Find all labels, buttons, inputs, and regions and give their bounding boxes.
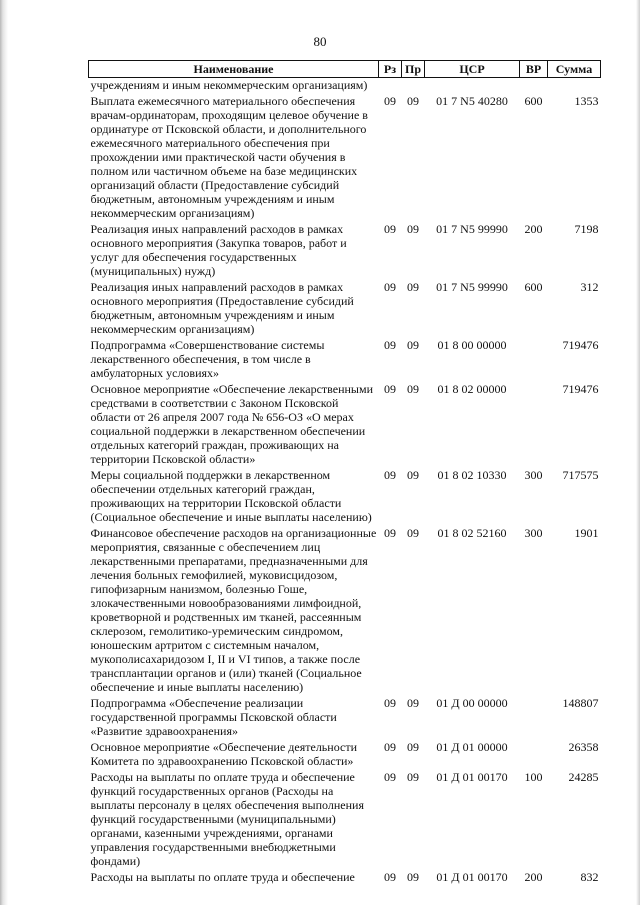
column-header-csr: ЦСР (425, 61, 520, 78)
row-csr: 01 8 02 00000 (437, 382, 507, 396)
table-row (89, 696, 601, 740)
row-csr: 01 Д 00 00000 (436, 696, 508, 710)
row-vr (520, 740, 548, 770)
row-csr: 01 7 N5 40280 (436, 94, 508, 108)
table-row (89, 222, 601, 280)
row-vr (520, 696, 548, 740)
row-name: Подпрограмма «Совершенствование системы лекарственного обеспечения, в том числе в амбулаторных условиях» (90, 338, 325, 380)
column-header-pr: Пр (402, 61, 425, 78)
row-rz: 09 (384, 870, 396, 884)
row-pr: 09 (407, 770, 419, 784)
row-name: Основное мероприятие «Обеспечение деятельности Комитета по здравоохранению Псковской области» (90, 740, 357, 768)
row-name: Реализация иных направлений расходов в рамках основного мероприятия (Закупка товаров, работ и услуг для обеспечения государственных (муниципальных) нужд) (90, 222, 347, 278)
row-sum: 719476 (562, 338, 599, 352)
row-csr: 01 8 00 00000 (437, 338, 507, 352)
row-vr: 600 (524, 94, 543, 108)
row-rz: 09 (384, 468, 396, 482)
table-header-row (89, 61, 601, 78)
row-pr: 09 (407, 382, 419, 396)
row-rz: 09 (384, 94, 396, 108)
row-name: учреждениям и иным некоммерческим организациям) (90, 78, 368, 92)
row-name: Основное мероприятие «Обеспечение лекарственными средствами в соответствии с Законом Псковской области от 26 апреля 2007 года № 656-ОЗ «О мерах социальной поддержки в лекарственном обеспечении отдельных категорий граждан, проживающих на территории Псковской области» (90, 382, 373, 466)
row-name: Реализация иных направлений расходов в рамках основного мероприятия (Предоставление субсидий бюджетным, автономным учреждениям и иным некоммерческим организациям) (90, 280, 354, 336)
row-pr: 09 (407, 696, 419, 710)
column-header-rz: Рз (379, 61, 402, 78)
row-vr: 600 (524, 280, 543, 294)
row-sum: 1353 (574, 94, 599, 108)
column-header-sum: Сумма (548, 61, 601, 78)
row-pr: 09 (407, 338, 419, 352)
row-rz: 09 (384, 222, 396, 236)
row-sum: 717575 (562, 468, 599, 482)
row-vr (520, 382, 548, 468)
row-csr: 01 7 N5 99990 (436, 222, 508, 236)
row-rz: 09 (384, 740, 396, 754)
row-sum: 7198 (574, 222, 599, 236)
row-pr: 09 (407, 526, 419, 540)
row-rz (379, 78, 402, 95)
budget-table (88, 60, 601, 886)
row-csr: 01 7 N5 99990 (436, 280, 508, 294)
table-row (89, 740, 601, 770)
page-number: 80 (313, 34, 327, 49)
row-sum: 1901 (574, 526, 599, 540)
column-header-vr: ВР (520, 61, 548, 78)
row-rz: 09 (384, 770, 396, 784)
row-vr: 300 (524, 468, 543, 482)
row-name: Подпрограмма «Обеспечение реализации государственной программы Псковской области «Развитие здравоохранения» (90, 696, 337, 738)
row-name: Расходы на выплаты по оплате труда и обеспечение функций государственных органов (Расходы на выплаты персоналу в целях обеспечения выполнения функций государственными (муниципальными) органами, казенными учреждениями, органами управления государственными внебюджетными фондами) (90, 770, 364, 868)
row-vr: 300 (524, 526, 543, 540)
row-rz: 09 (384, 338, 396, 352)
row-csr: 01 8 02 52160 (437, 526, 507, 540)
table-row (89, 870, 601, 886)
row-name: Выплата ежемесячного материального обеспечения врачам-ординаторам, проходящим целевое обучение в ординатуре от Псковской области, и дополнительного ежемесячного материального обеспечения при прохождении ими практической части обучения в полном или частичном объеме на базе медицинских организаций области (Предоставление субсидий бюджетным, автономным учреждениям и иным некоммерческим организациям) (90, 94, 368, 220)
row-name: Расходы на выплаты по оплате труда и обеспечение (90, 870, 355, 884)
row-sum (548, 78, 601, 95)
row-name: Меры социальной поддержки в лекарственном обеспечении отдельных категорий граждан, проживающих на территории Псковской области (Социальное обеспечение и иные выплаты населению) (90, 468, 372, 524)
table-row (89, 468, 601, 526)
row-csr (425, 78, 520, 95)
row-vr (520, 338, 548, 382)
row-rz: 09 (384, 526, 396, 540)
table-row (89, 338, 601, 382)
row-csr: 01 Д 01 00000 (436, 740, 508, 754)
row-rz: 09 (384, 280, 396, 294)
row-vr: 200 (524, 222, 543, 236)
table-row (89, 770, 601, 870)
row-pr (402, 78, 425, 95)
scan-left-edge (0, 0, 8, 905)
row-csr: 01 Д 01 00170 (436, 870, 508, 884)
row-name: Финансовое обеспечение расходов на организационные мероприятия, связанные с обеспечением лиц лекарственными препаратами, предназначенными для лечения больных гемофилией, муковисцидозом, гипофизарным нанизмом, болезнью Гоше, злокачественными новообразованиями лимфоидной, кроветворной и родственных им тканей, рассеянным склерозом, гемолитико-уремическим синдромом, юношеским артритом с системным началом, мукополисахаридозом I, II и VI типов, а также после трансплантации органов и (или) тканей (Социальное обеспечение и иные выплаты населению) (90, 526, 377, 694)
row-pr: 09 (407, 280, 419, 294)
row-pr: 09 (407, 468, 419, 482)
column-header-name: Наименование (89, 61, 379, 78)
row-pr: 09 (407, 222, 419, 236)
row-csr: 01 Д 01 00170 (436, 770, 508, 784)
table-row (89, 280, 601, 338)
row-pr: 09 (407, 870, 419, 884)
row-pr: 09 (407, 94, 419, 108)
table-row (89, 382, 601, 468)
row-vr: 100 (524, 770, 543, 784)
row-pr: 09 (407, 740, 419, 754)
scan-right-edge (636, 0, 640, 905)
table-row (89, 94, 601, 222)
row-sum: 312 (580, 280, 599, 294)
row-sum: 719476 (562, 382, 599, 396)
row-sum: 832 (580, 870, 599, 884)
row-rz: 09 (384, 696, 396, 710)
table-row (89, 526, 601, 696)
row-sum: 24285 (568, 770, 599, 784)
row-sum: 26358 (568, 740, 599, 754)
row-vr (520, 78, 548, 95)
table-row (89, 78, 601, 95)
row-vr: 200 (524, 870, 543, 884)
row-sum: 148807 (562, 696, 599, 710)
row-csr: 01 8 02 10330 (437, 468, 507, 482)
row-rz: 09 (384, 382, 396, 396)
